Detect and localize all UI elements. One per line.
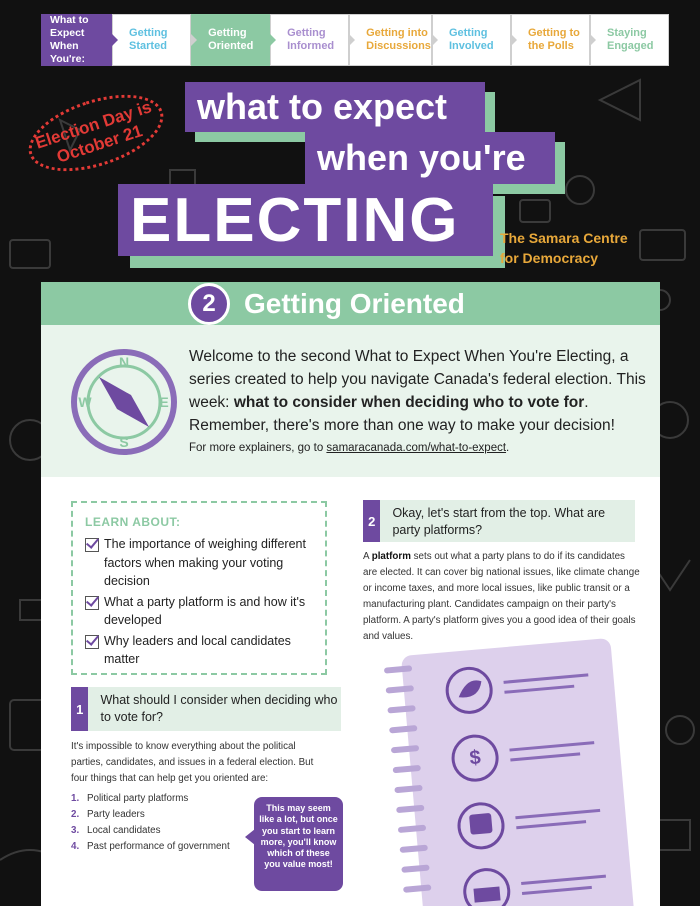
learn-item-text: The importance of weighing different factors when making your voting decision bbox=[104, 537, 306, 588]
step-getting-involved[interactable] bbox=[432, 14, 511, 66]
series-intro-label: What to Expect When You're: bbox=[41, 14, 112, 66]
svg-text:$: $ bbox=[468, 746, 482, 770]
link-prefix: For more explainers, go to bbox=[189, 442, 327, 454]
question-1-header bbox=[71, 687, 341, 731]
compass-icon bbox=[69, 347, 179, 457]
question-2-text: Okay, let's start from the top. What are party platforms? bbox=[392, 506, 606, 537]
samara-credit: The Samara Centre for Democracy bbox=[500, 230, 628, 266]
title-line-1: what to expect bbox=[185, 82, 485, 132]
compass-n: N bbox=[118, 354, 130, 370]
compass-w: W bbox=[78, 394, 92, 410]
platform-term: platform bbox=[371, 551, 411, 562]
intro-paragraph bbox=[189, 345, 649, 437]
learn-about-title: LEARN ABOUT: bbox=[85, 515, 181, 529]
question-2-header bbox=[363, 500, 635, 542]
list-number: 4. bbox=[71, 841, 80, 852]
section-header bbox=[41, 282, 660, 325]
list-number: 3. bbox=[71, 825, 80, 836]
step-getting-informed[interactable] bbox=[270, 14, 349, 66]
step-label: Getting Started bbox=[129, 27, 168, 52]
intro-block bbox=[41, 325, 660, 477]
checkbox-icon bbox=[85, 635, 99, 649]
question-2-number: 2 bbox=[363, 500, 380, 542]
compass-s: S bbox=[119, 434, 129, 450]
learn-about-box bbox=[71, 501, 327, 675]
intro-text-1: Welcome to the second What to Expect When You're Electing, a series created to help you navigate Canada's federal election. This week: bbox=[189, 348, 646, 411]
learn-item bbox=[85, 632, 315, 669]
learn-item bbox=[85, 535, 315, 591]
question-1-text: What should I consider when deciding who to vote for? bbox=[100, 693, 338, 724]
question-1-paragraph: It's impossible to know everything about the political parties, candidates, and issues in a federal election. But four things that can help get you oriented are: bbox=[71, 741, 314, 784]
step-label: Getting to the Polls bbox=[527, 27, 580, 52]
section-title: Getting Oriented bbox=[244, 287, 465, 319]
learn-item-text: What a party platform is and how it's developed bbox=[104, 594, 306, 627]
compass-e: E bbox=[159, 394, 169, 410]
step-label: Staying Engaged bbox=[607, 27, 654, 52]
platform-notebook-illustration bbox=[381, 627, 641, 906]
learn-item bbox=[85, 593, 315, 630]
p2-prefix: A bbox=[363, 551, 372, 562]
election-day-badge: Election Day is October 21 bbox=[19, 80, 173, 186]
list-text: Past performance of government bbox=[87, 841, 230, 852]
speech-bubble: This may seem like a lot, but once you start to learn more, you'll know which of these you value most! bbox=[254, 797, 343, 891]
step-label: Getting Informed bbox=[287, 27, 335, 52]
learn-item-text: Why leaders and local candidates matter bbox=[104, 633, 291, 666]
list-text: Political party platforms bbox=[87, 793, 189, 804]
section-number: 2 bbox=[188, 283, 230, 325]
list-number: 2. bbox=[71, 809, 80, 820]
explainers-line bbox=[189, 442, 509, 454]
question-1-number: 1 bbox=[71, 687, 88, 731]
p2-rest: sets out what a party plans to do if its candidates are elected. It can cover big national issues, like climate change or income taxes, and more local issues, like public transit or a manufacturing plant. Candidates campaign on their party's platform. A party's platform gives you a good idea of their goals and values. bbox=[363, 551, 640, 642]
intro-text-2: . Remember, there's more than one way to make your decision! bbox=[189, 394, 615, 434]
title-banner bbox=[0, 70, 700, 280]
list-text: Local candidates bbox=[87, 825, 161, 836]
step-staying-engaged[interactable] bbox=[590, 14, 669, 66]
list-item bbox=[71, 823, 230, 839]
link-suffix: . bbox=[506, 442, 510, 454]
title-electing: ELECTING bbox=[118, 184, 493, 256]
step-label: Getting into Discussions bbox=[366, 27, 431, 52]
step-getting-oriented[interactable] bbox=[191, 14, 270, 66]
main-content bbox=[41, 477, 660, 906]
list-item bbox=[71, 791, 230, 807]
step-getting-to-the-polls[interactable] bbox=[511, 14, 590, 66]
title-line-2: when you're bbox=[305, 132, 555, 184]
intro-bold: what to consider when deciding who to vote for bbox=[233, 394, 585, 411]
list-number: 1. bbox=[71, 793, 80, 804]
list-item bbox=[71, 839, 230, 855]
checkbox-icon bbox=[85, 596, 99, 610]
step-getting-into-discussions[interactable] bbox=[349, 14, 432, 66]
series-step-nav bbox=[41, 14, 669, 66]
list-item bbox=[71, 807, 230, 823]
considerations-list bbox=[71, 791, 230, 855]
step-label: Getting Involved bbox=[448, 27, 494, 52]
checkbox-icon bbox=[85, 538, 99, 552]
list-text: Party leaders bbox=[87, 809, 145, 820]
samara-link[interactable]: samaracanada.com/what-to-expect bbox=[326, 442, 507, 454]
step-getting-started[interactable] bbox=[112, 14, 191, 66]
step-label: Getting Oriented bbox=[208, 27, 254, 52]
